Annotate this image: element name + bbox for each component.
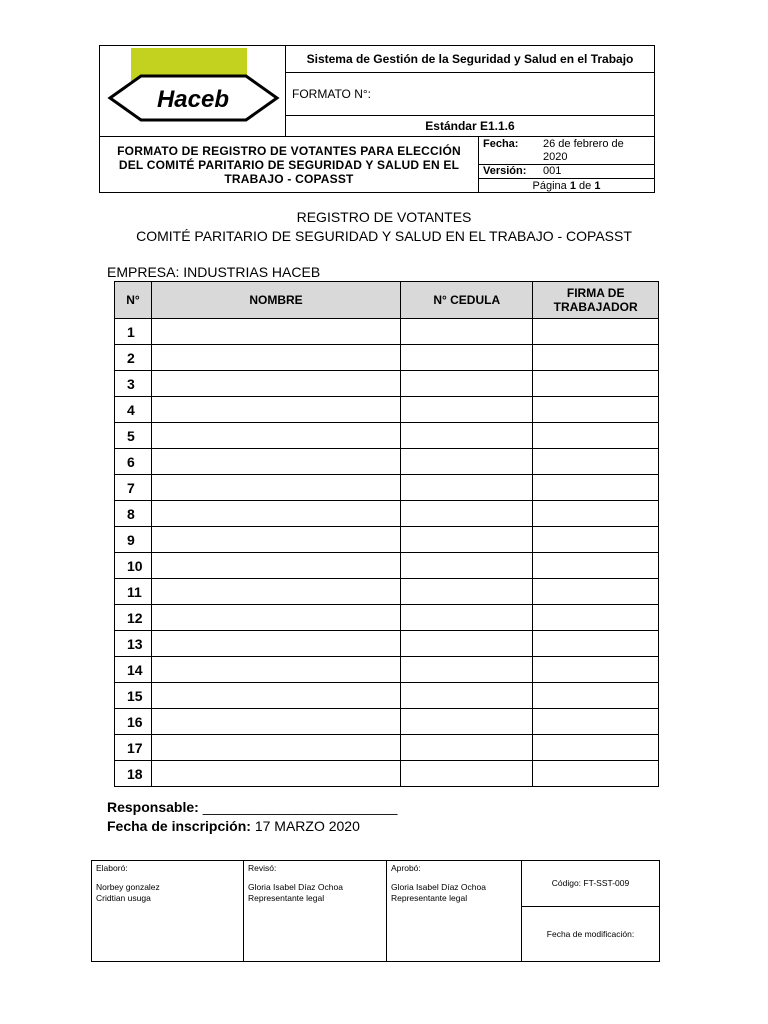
nombre-cell[interactable] [151, 683, 400, 709]
nombre-cell[interactable] [151, 423, 400, 449]
nombre-cell[interactable] [151, 579, 400, 605]
fecha-inscripcion-label: Fecha de inscripción: [107, 818, 251, 834]
row-number: 17 [115, 735, 152, 761]
row-number: 5 [115, 423, 152, 449]
row-number: 13 [115, 631, 152, 657]
col-header-number: N° [115, 282, 152, 319]
pagina-current: 1 [569, 179, 576, 192]
voters-table [114, 281, 659, 787]
nombre-cell[interactable] [151, 345, 400, 371]
cedula-cell[interactable] [401, 657, 533, 683]
nombre-cell[interactable] [151, 449, 400, 475]
firma-cell[interactable] [533, 397, 659, 423]
firma-cell[interactable] [533, 423, 659, 449]
nombre-cell[interactable] [151, 501, 400, 527]
reviso-role: Representante legal [248, 893, 325, 903]
nombre-cell[interactable] [151, 631, 400, 657]
system-title: Sistema de Gestión de la Seguridad y Salud en el Trabajo [286, 46, 655, 73]
document-header [99, 45, 655, 193]
logo-cell [100, 46, 286, 137]
nombre-cell[interactable] [151, 319, 400, 345]
firma-cell[interactable] [533, 735, 659, 761]
registro-title: REGISTRO DE VOTANTES [296, 209, 472, 225]
nombre-cell[interactable] [151, 397, 400, 423]
table-row [115, 371, 659, 397]
row-number: 11 [115, 579, 152, 605]
table-row [115, 579, 659, 605]
firma-cell[interactable] [533, 475, 659, 501]
comite-title: COMITÉ PARITARIO DE SEGURIDAD Y SALUD EN EL TRABAJO - COPASST [136, 228, 632, 244]
table-row [115, 553, 659, 579]
nombre-cell[interactable] [151, 475, 400, 501]
firma-cell[interactable] [533, 501, 659, 527]
row-number: 6 [115, 449, 152, 475]
row-number: 18 [115, 761, 152, 787]
cedula-cell[interactable] [401, 397, 533, 423]
reviso-cell [244, 861, 387, 962]
nombre-cell[interactable] [151, 657, 400, 683]
cedula-cell[interactable] [401, 423, 533, 449]
responsable-label: Responsable: [107, 799, 199, 815]
cedula-cell[interactable] [401, 631, 533, 657]
firma-cell[interactable] [533, 371, 659, 397]
cedula-cell[interactable] [401, 709, 533, 735]
row-number: 15 [115, 683, 152, 709]
logo-text: Haceb [156, 86, 230, 113]
table-row [115, 345, 659, 371]
formato-number: FORMATO N°: [286, 72, 655, 115]
responsable [107, 799, 397, 815]
row-number: 4 [115, 397, 152, 423]
version-value: 001 [543, 165, 562, 177]
cedula-cell[interactable] [401, 371, 533, 397]
document-title-line: FORMATO DE REGISTRO DE VOTANTES PARA ELECCIÓN [117, 143, 461, 158]
table-row [115, 709, 659, 735]
row-number: 3 [115, 371, 152, 397]
fecha-label: Fecha: [483, 137, 519, 150]
pagina-total: 1 [594, 179, 601, 192]
aprobo-label: Aprobó: [391, 863, 421, 873]
row-number: 14 [115, 657, 152, 683]
row-number: 8 [115, 501, 152, 527]
firma-cell[interactable] [533, 553, 659, 579]
cedula-cell[interactable] [401, 475, 533, 501]
table-row [115, 605, 659, 631]
table-row [115, 397, 659, 423]
approval-footer [91, 860, 660, 962]
table-row [115, 657, 659, 683]
firma-cell[interactable] [533, 527, 659, 553]
nombre-cell[interactable] [151, 761, 400, 787]
table-row [115, 631, 659, 657]
table-row [115, 527, 659, 553]
cedula-cell[interactable] [401, 501, 533, 527]
row-number: 1 [115, 319, 152, 345]
empresa-label: EMPRESA: INDUSTRIAS HACEB [107, 264, 321, 280]
aprobo-role: Representante legal [391, 893, 468, 903]
cedula-cell[interactable] [401, 605, 533, 631]
cedula-cell[interactable] [401, 319, 533, 345]
fecha-row [479, 137, 655, 165]
table-row [115, 319, 659, 345]
fecha-modificacion-cell: Fecha de modificación: [522, 907, 660, 962]
cedula-cell[interactable] [401, 449, 533, 475]
cedula-cell[interactable] [401, 527, 533, 553]
version-row [479, 165, 655, 179]
col-header-firma: FIRMA DE TRABAJADOR [533, 282, 659, 319]
firma-cell[interactable] [533, 631, 659, 657]
elaboro-name: Norbey gonzalez [96, 882, 160, 892]
fecha-inscripcion-value: 17 MARZO 2020 [254, 818, 360, 834]
fecha-inscripcion [107, 818, 360, 834]
table-row [115, 683, 659, 709]
document-title-line: DEL COMITÉ PARITARIO DE SEGURIDAD Y SALUD EN EL [118, 157, 460, 172]
col-header-cedula: N° CEDULA [401, 282, 533, 319]
row-number: 2 [115, 345, 152, 371]
row-number: 7 [115, 475, 152, 501]
cedula-cell[interactable] [401, 579, 533, 605]
table-row [115, 761, 659, 787]
firma-cell[interactable] [533, 345, 659, 371]
firma-cell[interactable] [533, 449, 659, 475]
nombre-cell[interactable] [151, 527, 400, 553]
firma-cell[interactable] [533, 319, 659, 345]
firma-cell[interactable] [533, 709, 659, 735]
nombre-cell[interactable] [151, 735, 400, 761]
table-row [115, 449, 659, 475]
responsable-line: _________________________ [202, 799, 398, 815]
cedula-cell[interactable] [401, 553, 533, 579]
table-row [115, 501, 659, 527]
version-label: Versión: [483, 165, 527, 177]
nombre-cell[interactable] [151, 553, 400, 579]
table-row [115, 475, 659, 501]
table-row [115, 735, 659, 761]
cedula-cell[interactable] [401, 683, 533, 709]
row-number: 10 [115, 553, 152, 579]
haceb-logo [100, 46, 285, 136]
document-title [100, 137, 479, 193]
aprobo-name: Gloria Isabel Díaz Ochoa [391, 882, 486, 892]
elaboro-label: Elaboró: [96, 863, 128, 873]
pagina-prefix: Página [532, 179, 567, 192]
pagina [479, 179, 655, 193]
aprobo-cell [387, 861, 522, 962]
codigo-cell: Código: FT-SST-009 [522, 861, 660, 907]
firma-cell[interactable] [533, 683, 659, 709]
nombre-cell[interactable] [151, 709, 400, 735]
firma-cell[interactable] [533, 761, 659, 787]
reviso-label: Revisó: [248, 863, 277, 873]
elaboro-cell [92, 861, 244, 962]
estandar: Estándar E1.1.6 [286, 116, 655, 137]
document-title-line: TRABAJO - COPASST [224, 171, 354, 186]
elaboro-name: Cridtian usuga [96, 893, 151, 903]
fecha-value: 26 de febrero de 2020 [543, 137, 624, 163]
pagina-sep: de [579, 179, 592, 192]
reviso-name: Gloria Isabel Díaz Ochoa [248, 882, 343, 892]
cedula-cell[interactable] [401, 345, 533, 371]
table-header-row [115, 282, 659, 319]
nombre-cell[interactable] [151, 605, 400, 631]
row-number: 12 [115, 605, 152, 631]
row-number: 16 [115, 709, 152, 735]
nombre-cell[interactable] [151, 371, 400, 397]
cedula-cell[interactable] [401, 761, 533, 787]
cedula-cell[interactable] [401, 735, 533, 761]
firma-cell[interactable] [533, 605, 659, 631]
row-number: 9 [115, 527, 152, 553]
firma-cell[interactable] [533, 579, 659, 605]
col-header-nombre: NOMBRE [151, 282, 400, 319]
firma-cell[interactable] [533, 657, 659, 683]
table-row [115, 423, 659, 449]
